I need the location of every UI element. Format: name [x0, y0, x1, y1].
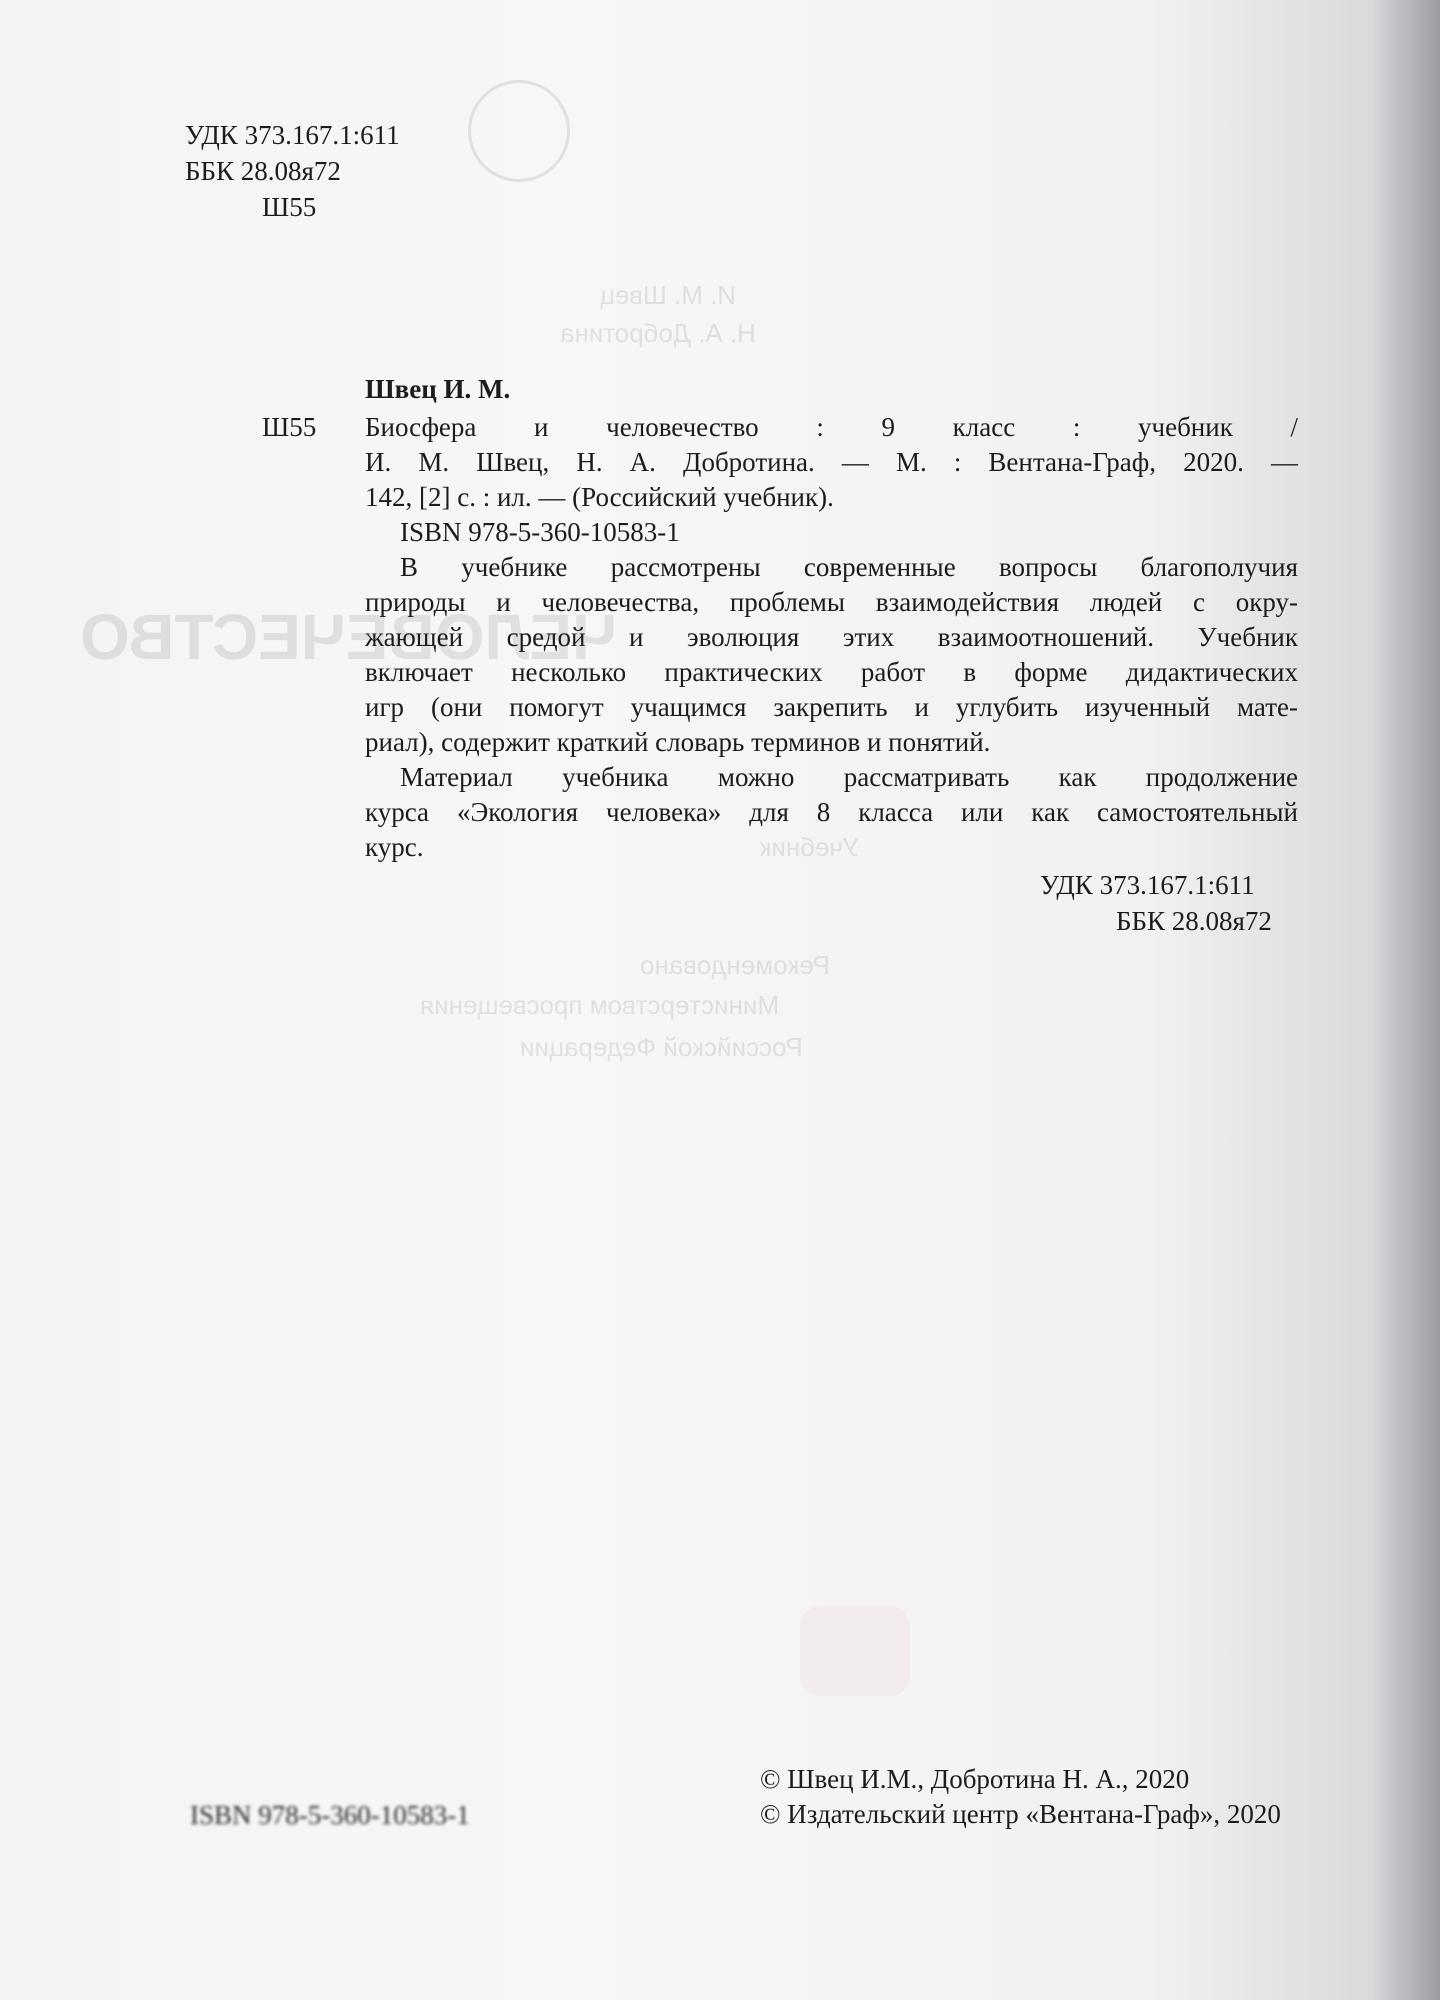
abstract-line: включает несколько практических работ в форме дидактических: [365, 657, 1298, 687]
abstract-line: жающей средой и эволюция этих взаимоотношений. Учебник: [365, 622, 1298, 652]
bleedthrough-text: Н. А. Добротина: [560, 318, 756, 348]
footer-isbn-blurred: ISBN 978-5-360-10583-1: [190, 1800, 470, 1830]
copyright-publisher: © Издательский центр «Вентана-Граф», 2020: [760, 1799, 1281, 1829]
author-heading: Швец И. М.: [365, 374, 511, 404]
abstract-line: курса «Экология человека» для 8 класса или как самостоятельный: [365, 797, 1298, 827]
bleedthrough-logo-icon: [468, 80, 570, 182]
entry-title-line-3: 142, [2] с. : ил. — (Российский учебник).: [365, 482, 834, 512]
header-bbk: ББК 28.08я72: [185, 156, 341, 186]
abstract-line: курс.: [365, 832, 424, 862]
header-code: Ш55: [262, 192, 317, 222]
abstract-line: В учебнике рассмотрены современные вопросы благополучия: [400, 552, 1298, 582]
header-udk: УДК 373.167.1:611: [185, 120, 400, 150]
bleedthrough-publisher-logo: [800, 1606, 910, 1696]
entry-code: Ш55: [262, 412, 317, 442]
classification-bbk: ББК 28.08я72: [1116, 906, 1272, 936]
entry-isbn: ISBN 978-5-360-10583-1: [400, 517, 680, 547]
copyright-authors: © Швец И.М., Добротина Н. А., 2020: [760, 1764, 1190, 1794]
bleedthrough-text: Российской Федерации: [520, 1032, 803, 1062]
bleedthrough-text: Рекомендовано: [640, 950, 830, 980]
bleedthrough-text: Министерством просвещения: [420, 990, 780, 1020]
entry-title-line-1: Биосфера и человечество : 9 класс : учебник /: [365, 412, 1298, 442]
page-edge-shadow: [1370, 0, 1440, 2000]
bleedthrough-text: Учебник: [760, 832, 860, 862]
abstract-line: природы и человечества, проблемы взаимодействия людей с окру-: [365, 587, 1298, 617]
bleedthrough-text: ЧЕЛОВЕЧЕСТВО: [80, 601, 618, 673]
abstract-line: Материал учебника можно рассматривать как продолжение: [400, 762, 1298, 792]
entry-title-line-2: И. М. Швец, Н. А. Добротина. — М. : Вентана-Граф, 2020. —: [365, 447, 1298, 477]
abstract-line: риал), содержит краткий словарь терминов и понятий.: [365, 727, 991, 757]
bleedthrough-text: И. М. Швец: [600, 280, 736, 310]
classification-udk: УДК 373.167.1:611: [1040, 870, 1255, 900]
abstract-line: игр (они помогут учащимся закрепить и углубить изученный мате-: [365, 692, 1298, 722]
